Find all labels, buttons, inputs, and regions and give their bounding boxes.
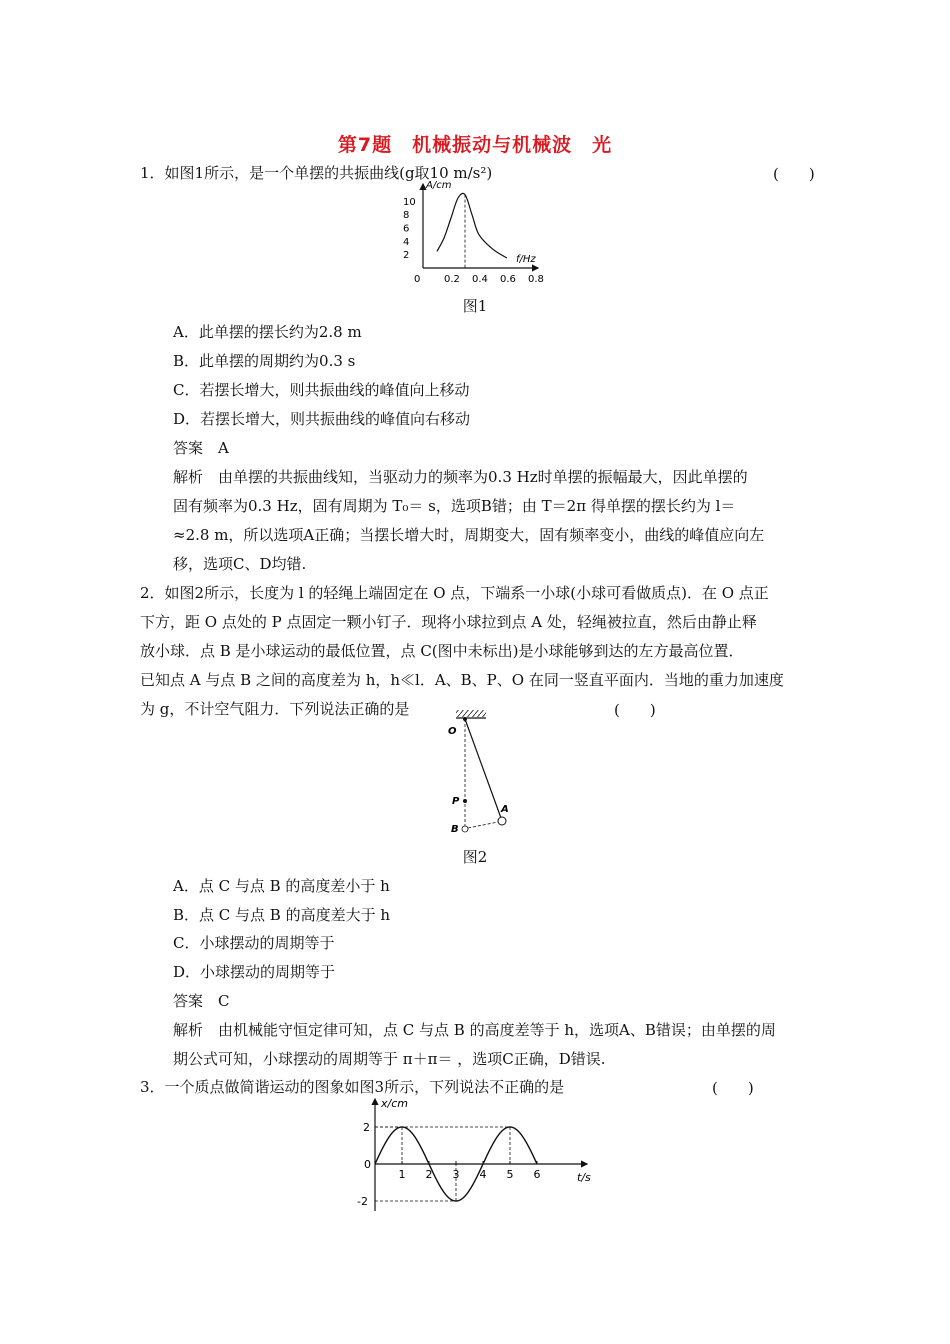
q2-point-p [463,799,467,803]
q2-pendulum-diagram [440,708,530,838]
q2-analysis-line-1: 解析 由机械能守恒定律可知，点 C 与点 B 的高度差等于 h，选项A、B错误；由单摆的周 [173,1021,776,1039]
q1-origin-label: 0 [414,274,421,285]
q2-stem-line-3: 放小球．点 B 是小球运动的最低位置，点 C(图中未标出)是小球能够到达的左方最高位置． [140,642,744,660]
q2-answer: 答案 C [173,992,230,1010]
q1-answer: 答案 A [173,439,229,457]
q1-resonance-curve [437,193,507,258]
q2-stem-line-1: 2．如图2所示，长度为 l 的轻绳上端固定在 O 点，下端系一小球(小球可看做质点)．在 O 点正 [140,584,769,602]
q3-origin-label: 0 [364,1158,371,1171]
q3-x-tick-label: 4 [479,1168,487,1181]
q1-figure-caption: 图1 [462,297,488,315]
q2-label-a: A [501,804,509,815]
q2-ball-a [498,817,506,825]
q3-x-tick-label: 1 [398,1168,406,1181]
q2-label-o: O [448,726,457,737]
q1-x-tick-label: 0.4 [472,274,488,285]
q3-y-tick-label: 2 [363,1121,370,1134]
q1-x-tick-label: 0.2 [444,274,460,285]
q2-label-p: P [452,796,460,807]
q1-x-tick-label: 0.6 [500,274,516,285]
q3-stem: 3．一个质点做简谐运动的图象如图3所示，下列说法不正确的是 [140,1078,565,1096]
q1-y-tick-label: 8 [403,210,410,222]
page-title: 第7题 机械振动与机械波 光 [337,134,613,156]
q2-option-c: C．小球摆动的周期等于 [173,934,335,952]
q2-option-b: B．点 C 与点 B 的高度差大于 h [173,906,391,924]
q1-option-c: C．若摆长增大，则共振曲线的峰值向上移动 [173,381,470,399]
q2-height-dashed-line [468,822,498,828]
q1-y-tick-label: 2 [403,250,410,262]
q2-stem-line-2: 下方，距 O 点处的 P 点固定一颗小钉子．现将小球拉到点 A 处，轻绳被拉直，然后由静止释 [140,613,757,631]
q1-x-tick-label: 0.8 [528,274,544,285]
q3-x-tick-label: 5 [506,1168,514,1181]
q2-label-b: B [451,824,459,835]
q3-y-tick-label: -2 [357,1195,368,1208]
q2-rope [465,719,501,818]
q2-option-a: A．点 C 与点 B 的高度差小于 h [173,877,390,895]
q1-option-d: D．若摆长增大，则共振曲线的峰值向右移动 [173,410,471,428]
q1-resonance-chart [398,176,558,286]
q1-y-tick-label: 10 [403,196,416,208]
q3-y-label: x/cm [381,1097,408,1110]
q1-analysis-line-3: ≈2.8 m，所以选项A正确；当摆长增大时，周期变大，固有频率变小，曲线的峰值应向左 [173,526,765,544]
q3-x-tick-label: 6 [533,1168,541,1181]
q2-ceiling-hatch [456,710,486,717]
q1-y-tick-label: 4 [403,236,410,248]
q2-figure-caption: 图2 [462,848,488,866]
q1-y-tick-label: 6 [403,223,410,235]
q1-analysis-line-4: 移，选项C、D均错. [173,555,307,573]
q3-shm-chart [355,1093,600,1215]
q3-x-tick-label: 2 [425,1168,433,1181]
q1-analysis-line-1: 解析 由单摆的共振曲线知，当驱动力的频率为0.3 Hz时单摆的振幅最大，因此单摆的 [173,468,748,486]
q2-point-b [462,826,468,832]
q2-stem-line-5: 为 g，不计空气阻力．下列说法正确的是 [140,700,410,718]
q2-stem-line-4: 已知点 A 与点 B 之间的高度差为 h，h≪l．A、B、P、O 在同一竖直平面内．当地的重力加速度 [140,671,784,689]
q3-x-tick-label: 3 [452,1168,460,1181]
q3-x-label: t/s [577,1171,591,1184]
q2-analysis-line-2: 期公式可知，小球摆动的周期等于 π＋π＝ ，选项C正确，D错误. [173,1050,606,1068]
q3-answer-bracket: ( ) [712,1079,754,1097]
q1-stem: 1．如图1所示，是一个单摆的共振曲线(g取10 m/s²) [140,164,493,182]
q1-y-label: A/cm [426,180,452,191]
q1-x-label: f/Hz [516,254,536,265]
q1-answer-bracket: ( ) [773,165,815,183]
q1-option-b: B．此单摆的周期约为0.3 s [173,352,356,370]
q1-analysis-line-2: 固有频率为0.3 Hz，固有周期为 T₀＝ s，选项B错；由 T＝2π 得单摆的摆长约为 l＝ [173,497,736,515]
q1-option-a: A．此单摆的摆长约为2.8 m [173,323,362,341]
q2-option-d: D．小球摆动的周期等于 [173,963,336,981]
q2-answer-bracket: ( ) [614,701,656,719]
